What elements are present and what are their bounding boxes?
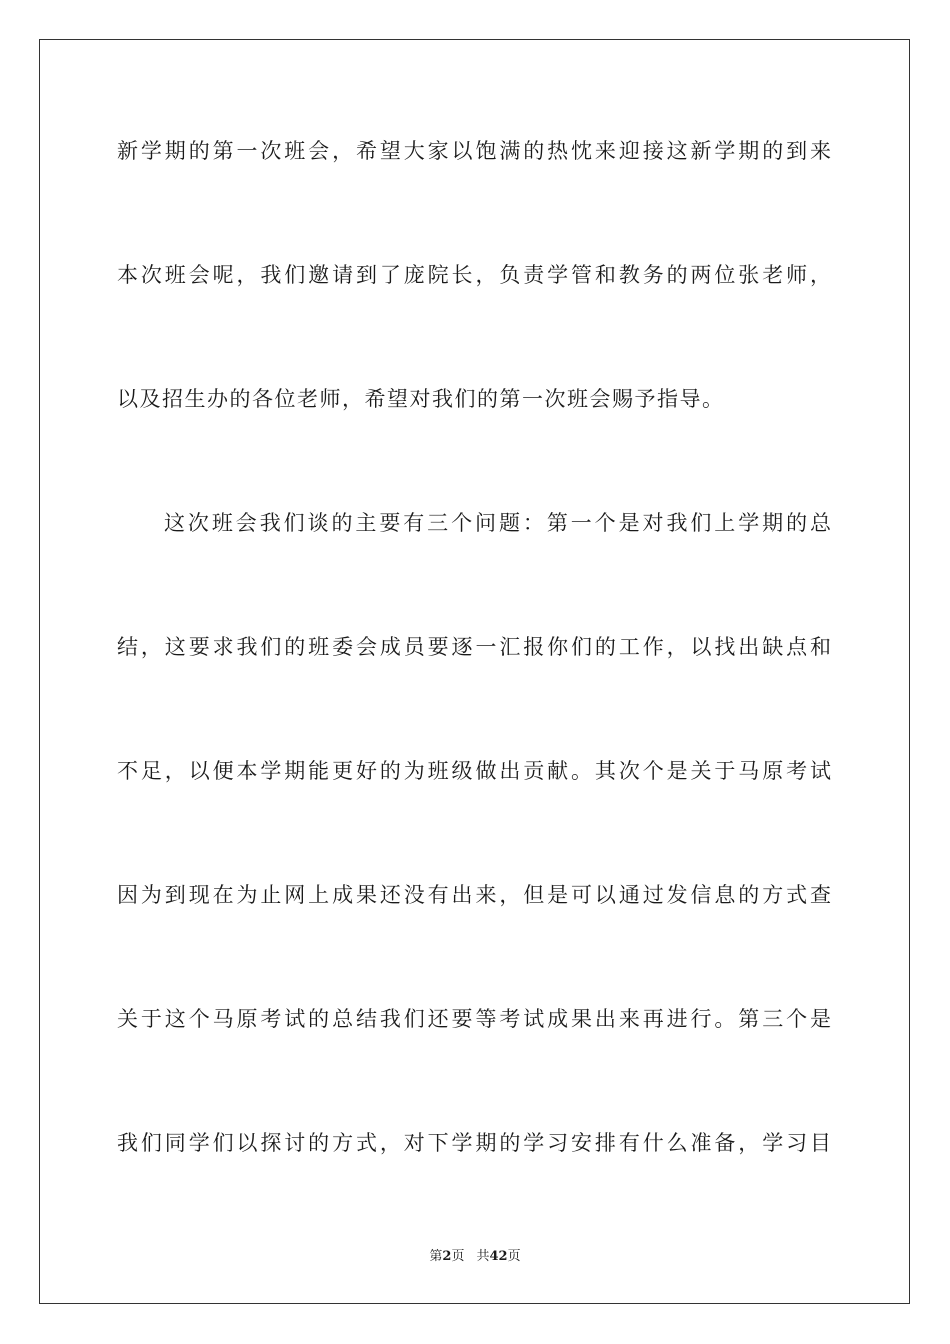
- text-line-6: 不足，以便本学期能更好的为班级做出贡献。其次个是关于马原考试: [117, 759, 831, 783]
- text-line-3: 以及招生办的各位老师，希望对我们的第一次班会赐予指导。: [117, 387, 725, 411]
- text-line-4-paragraph-start: 这次班会我们谈的主要有三个问题：第一个是对我们上学期的总: [164, 511, 831, 535]
- text-line-1: 新学期的第一次班会，希望大家以饱满的热忱来迎接这新学期的到来: [117, 139, 831, 163]
- total-prefix: 共: [476, 1249, 490, 1264]
- page-suffix: 页: [451, 1249, 465, 1264]
- text-line-9: 我们同学们以探讨的方式，对下学期的学习安排有什么准备，学习目: [117, 1131, 831, 1155]
- total-pages: 42: [489, 1249, 508, 1264]
- text-line-2: 本次班会呢，我们邀请到了庞院长，负责学管和教务的两位张老师，: [117, 263, 831, 287]
- page-number: 2: [442, 1249, 452, 1264]
- page-border: [39, 39, 910, 1304]
- text-line-7: 因为到现在为止网上成果还没有出来，但是可以通过发信息的方式查: [117, 883, 831, 907]
- total-suffix: 页: [507, 1249, 521, 1264]
- page-prefix: 第: [429, 1249, 443, 1264]
- page-footer: [0, 1248, 950, 1266]
- text-line-5: 结，这要求我们的班委会成员要逐一汇报你们的工作，以找出缺点和: [117, 635, 831, 659]
- text-line-8: 关于这个马原考试的总结我们还要等考试成果出来再进行。第三个是: [117, 1007, 831, 1031]
